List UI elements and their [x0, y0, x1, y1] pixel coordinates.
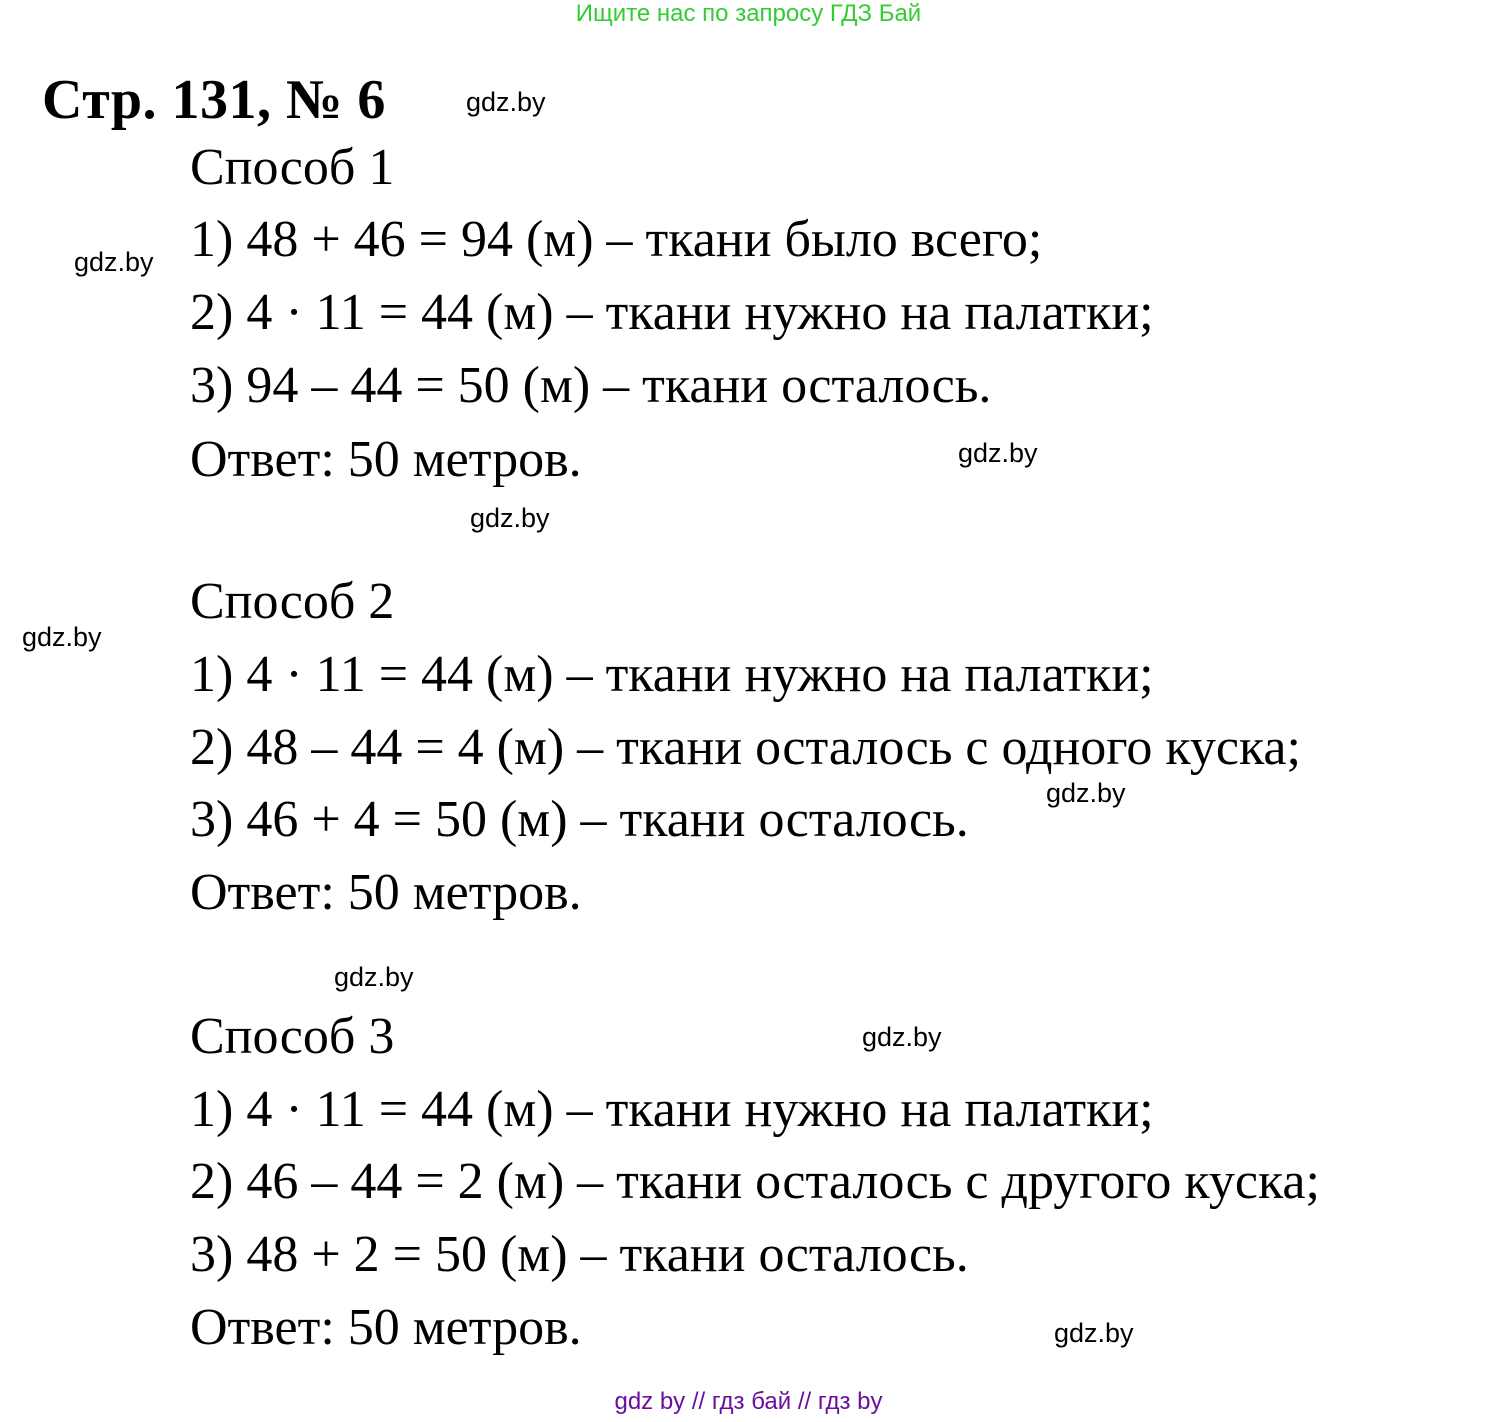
method-3-step-3: 3) 48 + 2 = 50 (м) – ткани осталось. — [190, 1226, 969, 1283]
watermark: gdz.by — [466, 87, 546, 117]
method-2-answer: Ответ: 50 метров. — [190, 864, 582, 921]
method-1-step-1: 1) 48 + 46 = 94 (м) – ткани было всего; — [190, 211, 1043, 268]
method-3-answer: Ответ: 50 метров. — [190, 1299, 582, 1356]
method-3-step-2: 2) 46 – 44 = 2 (м) – ткани осталось с другого куска; — [190, 1153, 1320, 1210]
watermark: gdz.by — [74, 247, 154, 277]
footer-watermark: gdz by // гдз бай // гдз by — [614, 1388, 883, 1415]
method-1-answer: Ответ: 50 метров. — [190, 431, 582, 488]
watermark: gdz.by — [22, 622, 102, 652]
method-2-heading: Способ 2 — [190, 573, 395, 630]
method-2-step-3: 3) 46 + 4 = 50 (м) – ткани осталось. — [190, 791, 969, 848]
method-2-step-2: 2) 48 – 44 = 4 (м) – ткани осталось с одного куска; — [190, 719, 1301, 776]
page-title: Стр. 131, № 6 — [42, 69, 386, 131]
method-1-step-3: 3) 94 – 44 = 50 (м) – ткани осталось. — [190, 357, 992, 414]
method-3-heading: Способ 3 — [190, 1008, 395, 1065]
method-1-heading: Способ 1 — [190, 139, 395, 196]
watermark: gdz.by — [334, 962, 414, 992]
watermark: gdz.by — [470, 503, 550, 533]
watermark: gdz.by — [958, 438, 1038, 468]
watermark: gdz.by — [862, 1022, 942, 1052]
method-1-step-2: 2) 4 · 11 = 44 (м) – ткани нужно на палатки; — [190, 284, 1154, 341]
method-2-step-1: 1) 4 · 11 = 44 (м) – ткани нужно на палатки; — [190, 646, 1154, 703]
watermark: gdz.by — [1046, 778, 1126, 808]
watermark: gdz.by — [1054, 1318, 1134, 1348]
method-3-step-1: 1) 4 · 11 = 44 (м) – ткани нужно на палатки; — [190, 1081, 1154, 1138]
top-banner: Ищите нас по запросу ГДЗ Бай — [575, 0, 922, 27]
